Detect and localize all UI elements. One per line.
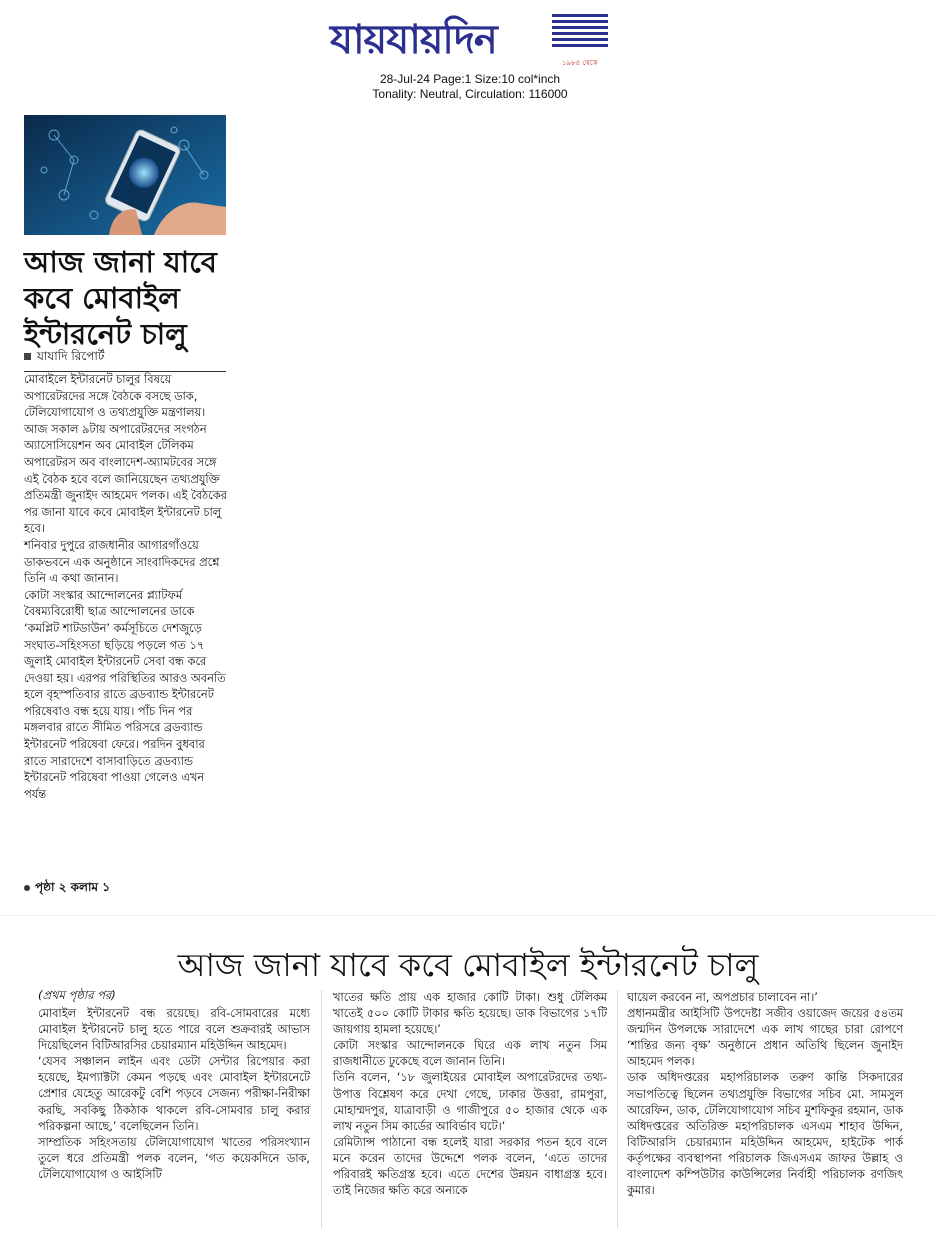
square-bullet-icon — [24, 353, 31, 360]
article-paragraph: মোবাইল ইন্টারনেট বন্ধ রয়েছে। রবি-সোমবারের মধ্যে মোবাইল ইন্টারনেট চালু হতে পারে বলে শুক্রবারই আভাস দিয়েছিলেন বিটিআরসির চেয়ারম্যান মহিউদ্দিন আহমেদ। — [38, 1007, 310, 1053]
jump-column-2 — [333, 990, 607, 1199]
article-paragraph: কোটা সংস্কার আন্দোলনের প্ল্যাটফর্ম বৈষম্যবিরোধী ছাত্র আন্দোলনের ডাকে ‘কমপ্লিট শাটডাউন’ কর্মসূচিতে দেশজুড়ে সংঘাত-সহিংসতা ছড়িয়ে পড়লে গত ১৭ জুলাই মোবাইল ইন্টারনেট সেবা বন্ধ করে দেওয়া হয়। এরপর পরিস্থিতির আরও অবনতি হলে বৃহস্পতিবার রাতে ব্রডব্যান্ড ইন্টারনেট পরিষেবাও বন্ধ হয়ে যায়। পাঁচ দিন পর মঙ্গলবার রাতে সীমিত পরিসরে ব্রডব্যান্ড ইন্টারনেট পরিষেবা ফেরে। পরদিন বুধবার রাতে সারাদেশে বাসাবাড়িতে ব্রডব্যান্ড ইন্টারনেট পরিষেবা পাওয়া গেলেও এখন পর্যন্ত — [24, 587, 226, 801]
bullet-icon — [24, 885, 30, 891]
clipping-meta-line1: 28-Jul-24 Page:1 Size:10 col*inch — [379, 72, 561, 86]
front-article-body — [24, 371, 228, 802]
clipping-meta-line2: Tonality: Neutral, Circulation: 116000 — [372, 87, 568, 101]
byline — [24, 348, 226, 372]
smartphone-network-photo — [24, 115, 226, 235]
article-paragraph: ঘায়েল করবেন না, অপপ্রচার চালাবেন না।’ — [627, 991, 818, 1004]
column-rule — [321, 990, 322, 1228]
article-paragraph: প্রধানমন্ত্রীর আইসিটি উপদেষ্টা সজীব ওয়াজেদ জয়ের ৫৪তম জন্মদিন উপলক্ষে সারাদেশে এক লাখ গাছের চারা রোপণে ‘শান্তির জন্য বৃক্ষ’ অনুষ্ঠানে প্রধান অতিথি ছিলেন জুনাইদ আহমেদ পলক। — [627, 1007, 903, 1069]
article-paragraph: তিনি বলেন, ‘১৮ জুলাইয়ের মোবাইল অপারেটরদের তথ্য-উপাত্ত বিশ্লেষণ করে দেখা গেছে, ঢাকার উত্তরা, রামপুরা, মোহাম্মদপুর, যাত্রাবাড়ী ও গাজীপুরে ৫০ হাজার থেকে এক লাখ নতুন সিম কার্ডের আবির্ভাব ঘটে।’ — [333, 1071, 607, 1133]
continued-on — [24, 879, 110, 899]
front-headline-line: ইন্টারনেট চালু — [24, 317, 187, 351]
front-headline-line: কবে মোবাইল — [24, 281, 180, 315]
article-paragraph: কোটা সংস্কার আন্দোলনকে ঘিরে এক লাখ নতুন সিম রাজধানীতে ঢুকেছে বলে জানান তিনি। — [333, 1039, 607, 1069]
masthead-logo: যায়যায়দিন — [330, 17, 497, 63]
clipping-divider — [0, 915, 936, 916]
article-paragraph: রেমিট্যান্স পাঠানো বন্ধ হলেই যারা সরকার পতন হবে বলে মনে করেন তাদের উদ্দেশে পলক বলেন, ‘এতে তাদের পরিবারই ক্ষতিগ্রস্ত হবে। এতে দেশের উন্নয়ন বাধাগ্রস্ত হবে। তাই নিজের ক্ষতি করে অন্যকে — [333, 1135, 607, 1198]
byline-text: যাযাদি রিপোর্ট — [37, 349, 105, 363]
article-paragraph: সাম্প্রতিক সহিংসতায় টেলিযোগাযোগ খাতের পরিসংখ্যান তুলে ধরে প্রতিমন্ত্রী পলক বলেন, ‘গত কয়েকদিনে ডাক, টেলিযোগাযোগ ও আইসিটি — [38, 1135, 310, 1181]
article-paragraph: ‘যেসব সঞ্চালন লাইন এবং ডেটা সেন্টার রিপেয়ার করা হয়েছে, ইমপ্যাক্টটা কেমন পড়ছে এবং মোবাইল ইন্টারনেটে প্রেশার যেহেতু আরেকটু বেশি পড়বে সেজন্য পরীক্ষা-নিরীক্ষা করছি, সবকিছু ঠিকঠাক থাকলে রবি-সোমবার চালু করার পরিকল্পনা আছে,’ বলেছিলেন তিনি। — [38, 1055, 310, 1133]
jump-column-3 — [627, 990, 903, 1199]
article-paragraph: ডাক অধিদপ্তরের মহাপরিচালক তরুণ কান্তি সিকদারের সভাপতিত্বে ছিলেন তথ্যপ্রযুক্তি বিভাগের সচিব মো. সামসুল আরেফিন, ডাক, টেলিযোগাযোগ সচিব মুশফিকুর রহমান, ডাক অধিদপ্তরের অতিরিক্ত মহাপরিচালক এসএম শাহাব উদ্দিন, বিটিআরসি চেয়ারম্যান মহিউদ্দিন আহমেদ, হাইটেক পার্ক কর্তৃপক্ষের ব্যবস্থাপনা পরিচালক জিএসএম জাফর উল্লাহ ও বাংলাদেশ কম্পিউটার কাউন্সিলের নির্বাহী পরিচালক রণজিৎ কুমার। — [627, 1071, 903, 1198]
article-paragraph: আজ সকাল ৯টায় অপারেটরদের সংগঠন অ্যাসোসিয়েশন অব মোবাইল টেলিকম অপারেটরস অব বাংলাদেশ-অ্যামটবের সঙ্গে এই বৈঠক হবে বলে জানিয়েছেন তথ্যপ্রযুক্তি প্রতিমন্ত্রী জুনাইদ আহমেদ পলক। এই বৈঠকের পর জানা যাবে কবে মোবাইল ইন্টারনেট চালু হবে। — [24, 421, 227, 536]
jump-headline: আজ জানা যাবে কবে মোবাইল ইন্টারনেট চালু — [177, 946, 759, 984]
article-paragraph: খাতের ক্ষতি প্রায় এক হাজার কোটি টাকা। শুধু টেলিকম খাতেই ৫০০ কোটি টাকার ক্ষতি হয়েছে। ডাক বিভাগের ১৭টি জায়গায় হামলা হয়েছে।’ — [333, 991, 607, 1037]
masthead-stripes — [552, 14, 608, 54]
continued-text: পৃষ্ঠা ২ কলাম ১ — [35, 880, 111, 894]
newspaper-masthead — [330, 8, 610, 66]
continued-from: (প্রথম পৃষ্ঠার পর) — [38, 988, 116, 1002]
article-paragraph: মোবাইলে ইন্টারনেট চালুর বিষয়ে অপারেটরদের সঙ্গে বৈঠকে বসছে ডাক, টেলিযোগাযোগ ও তথ্যপ্রযুক্তি মন্ত্রণালয়। — [24, 372, 206, 420]
column-rule — [617, 990, 618, 1228]
jump-column-1 — [38, 1006, 310, 1183]
front-headline — [24, 244, 234, 352]
front-headline-line: আজ জানা যাবে — [24, 245, 217, 279]
masthead-since: ১৯৮৪ থেকে — [562, 59, 598, 67]
article-paragraph: শনিবার দুপুরে রাজধানীর আগারগাঁওয়ে ডাকভবনে এক অনুষ্ঠানে সাংবাদিকদের প্রশ্নে তিনি এ কথা জানান। — [24, 537, 220, 586]
